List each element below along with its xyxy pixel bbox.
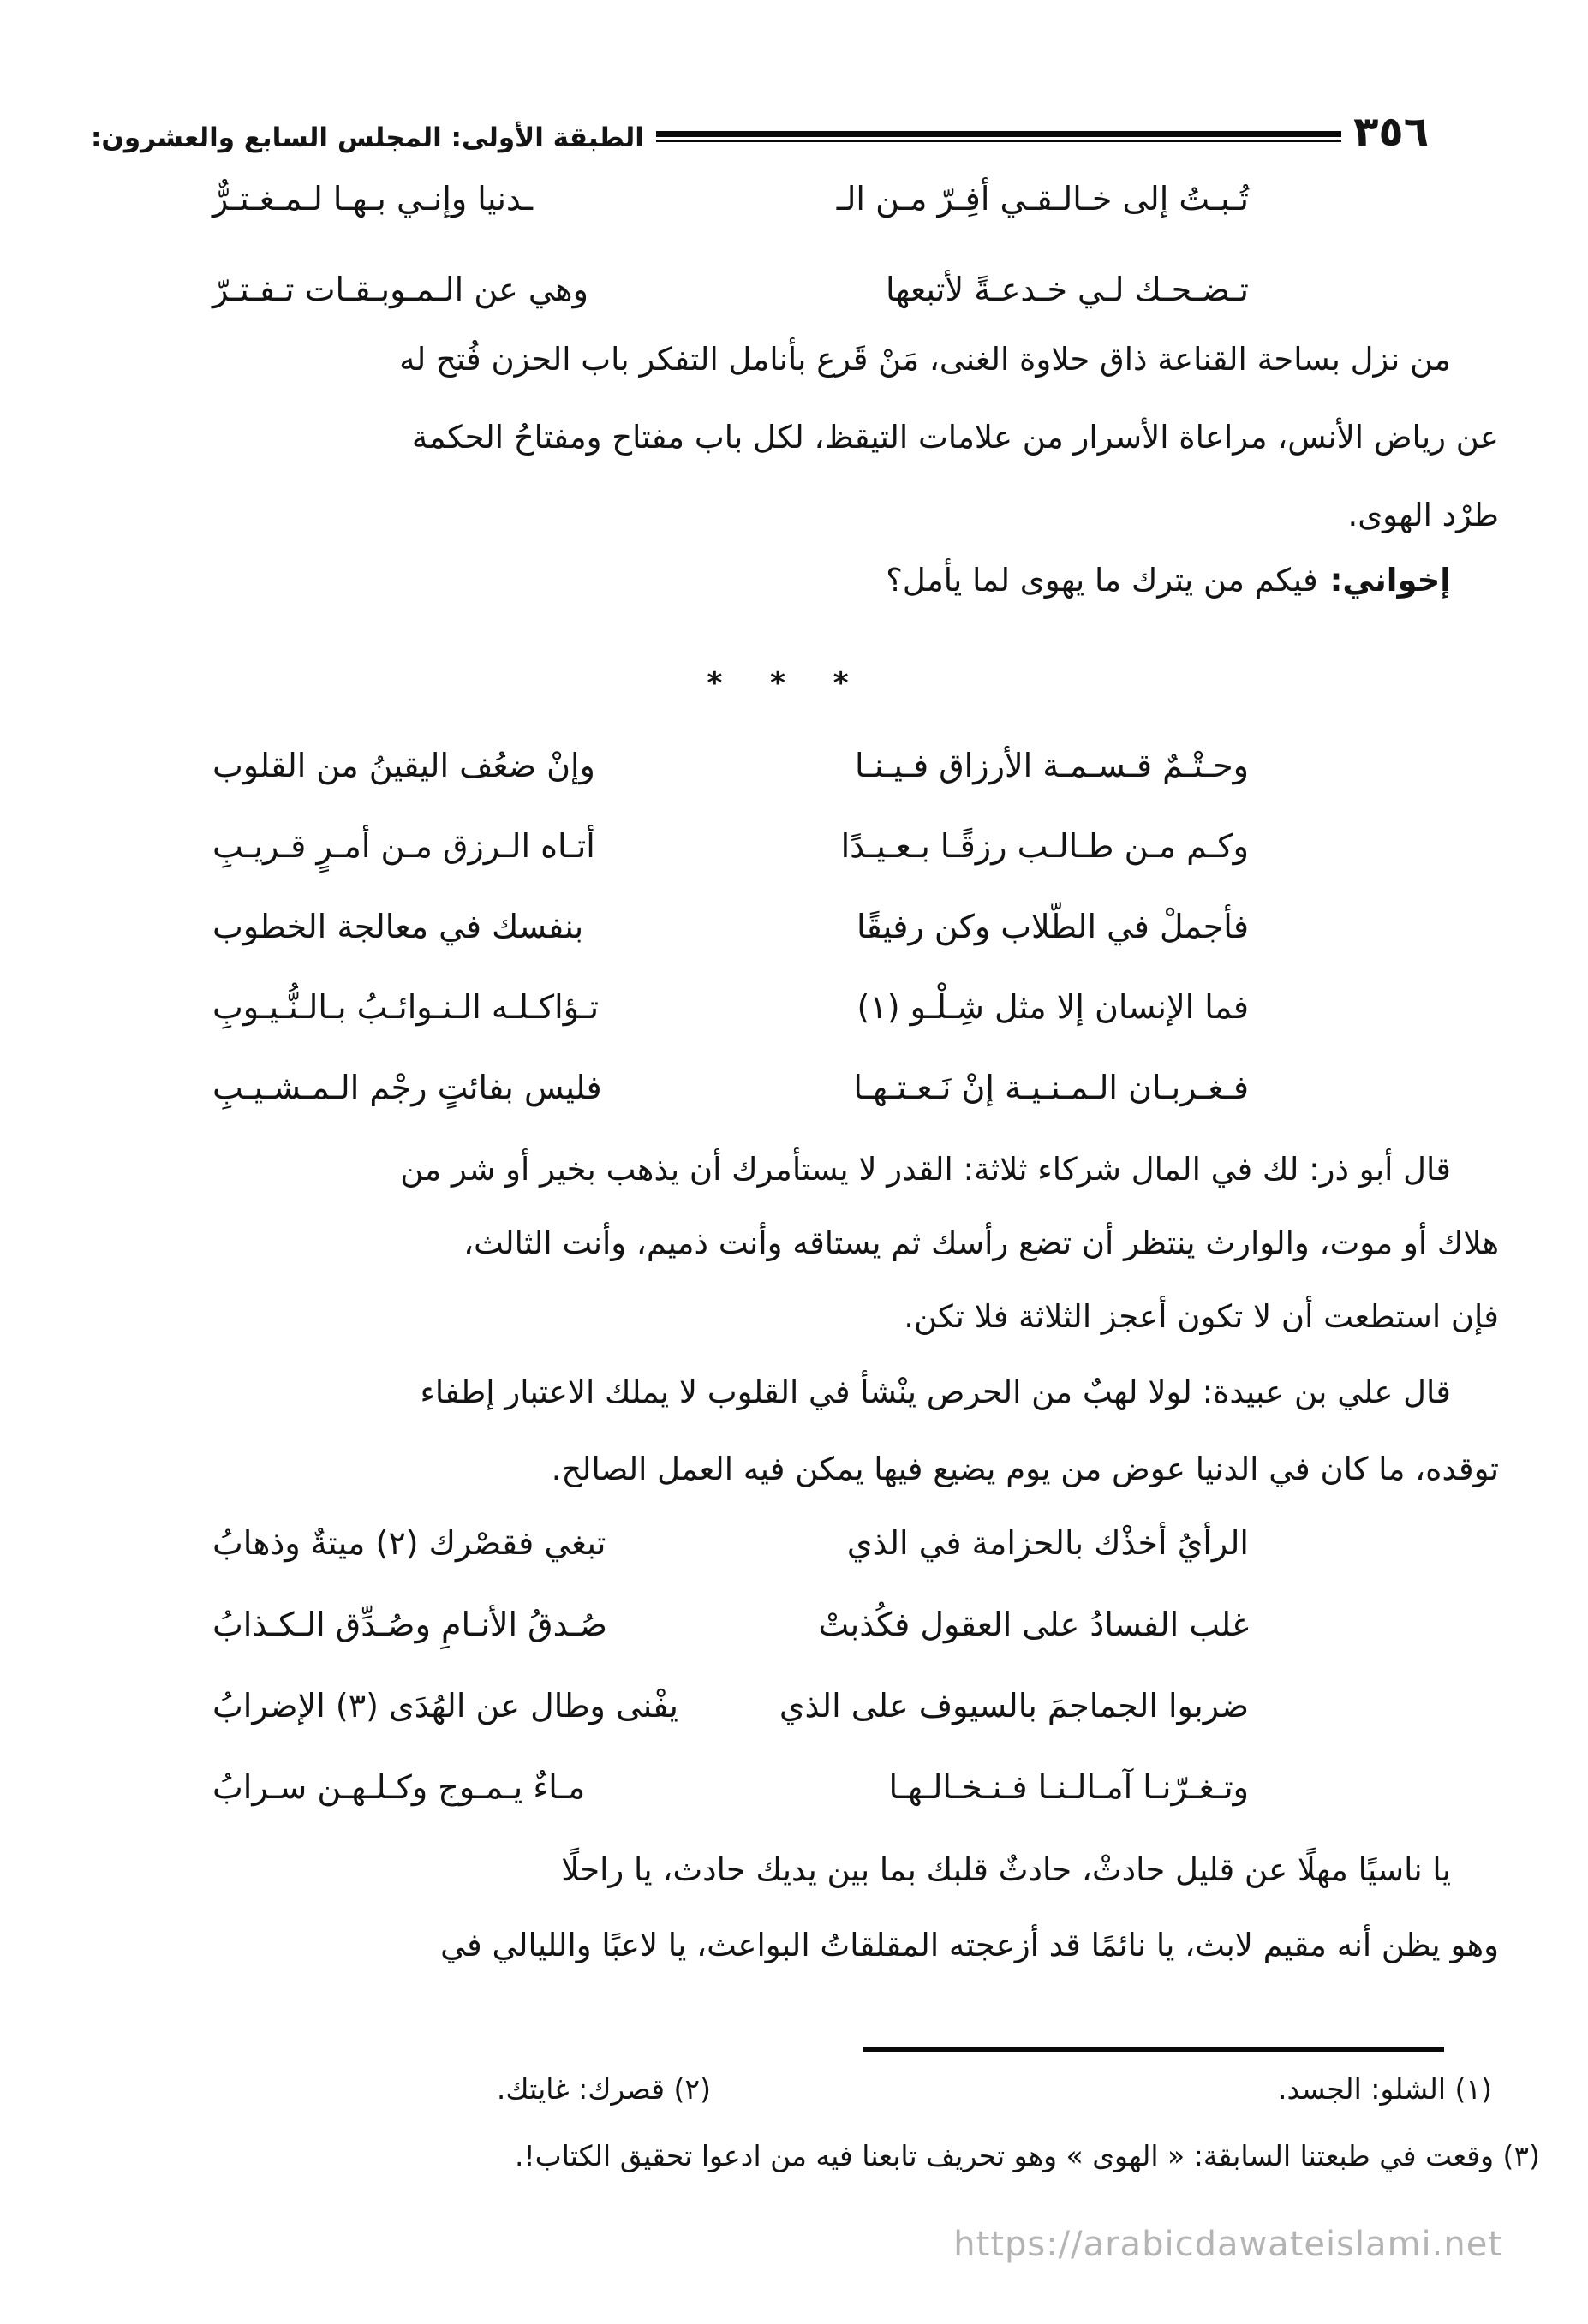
hemistich-left: تـؤاكـلـه الـنـوائـبُ بـالـنُّـيـوبِ xyxy=(212,988,600,1026)
poem-couplet xyxy=(212,747,1249,827)
poem-couplet xyxy=(212,1069,1249,1149)
prose-line: من نزل بساحة القناعة ذاق حلاوة الغنى، مَنْ قَرع بأنامل التفكر باب الحزن فُتح له xyxy=(399,341,1451,378)
hemistich-right: فما الإنسان إلا مثل شِـلْـو (١) xyxy=(857,988,1249,1026)
hemistich-right: فـغـربـان الـمـنـيـة إنْ نَـعـتـهـا xyxy=(853,1069,1249,1106)
footnote-1: (١) الشلو: الجسد. xyxy=(1278,2072,1492,2106)
hemistich-right: وتـغـرّنـا آمـالـنـا فـنـخـالـهـا xyxy=(888,1768,1249,1806)
hemistich-left: فليس بفائتٍ رجْم الـمـشـيـبِ xyxy=(212,1069,602,1106)
paragraph-qanaah xyxy=(82,341,1499,575)
prose-line: قال علي بن عبيدة: لولا لهبٌ من الحرص ينْشأ في القلوب لا يملك الاعتبار إطفاء xyxy=(420,1374,1451,1410)
hemistich-right: تُـبـتُ إلى خـالـقـي أفِـرّ مـن الـ xyxy=(836,180,1249,218)
ikhwani-lead-word: إخواني: xyxy=(1329,562,1451,599)
prose-line: فإن استطعت أن لا تكون أعجز الثلاثة فلا تكن. xyxy=(904,1298,1499,1335)
hemistich-left: وهي عن الـمـوبـقـات تـفـتـرّ xyxy=(212,271,588,308)
prose-line: عن رياض الأنس، مراعاة الأسرار من علامات التيقظ، لكل باب مفتاح ومفتاحُ الحكمة xyxy=(411,419,1499,456)
paragraph-ya-nasiyan xyxy=(82,1851,1499,2002)
hemistich-left: أتـاه الـرزق مـن أمـرٍ قـريـبِ xyxy=(212,827,595,865)
prose-line: توقده، ما كان في الدنيا عوض من يوم يضيع فيها يمكن فيه العمل الصالح. xyxy=(551,1451,1499,1487)
poem-couplet xyxy=(212,180,1249,271)
poem-couplet xyxy=(212,1606,1249,1687)
hemistich-left: صُـدقُ الأنـامِ وصُـدِّق الـكـذابُ xyxy=(212,1606,607,1643)
prose-line: هلاك أو موت، والوارث ينتظر أن تضع رأسك ثم يستاقه وأنت ذميم، وأنت الثالث، xyxy=(463,1225,1499,1261)
running-head-title: الطبقة الأولى: المجلس السابع والعشرون: xyxy=(91,122,644,153)
poem-couplet xyxy=(212,1768,1249,1850)
poem-couplet xyxy=(212,1524,1249,1606)
prose-line: طرْد الهوى. xyxy=(1347,497,1499,533)
footnote-row xyxy=(82,2072,1492,2125)
paragraph-ikhwani xyxy=(82,562,1499,599)
hemistich-right: الرأيُ أخذْك بالحزامة في الذي xyxy=(846,1524,1249,1562)
hemistich-left: تبغي فقصْرك (٢) ميتةٌ وذهابُ xyxy=(212,1524,606,1562)
hemistich-left: يفْنى وطال عن الهُدَى (٣) الإضرابُ xyxy=(212,1687,678,1725)
hemistich-left: بنفسك في معالجة الخطوب xyxy=(212,908,584,945)
prose-line: قال أبو ذر: لك في المال شركاء ثلاثة: القدر لا يستأمرك أن يذهب بخير أو شر من xyxy=(400,1151,1451,1188)
footnote-separator-rule xyxy=(863,2047,1444,2052)
poem-couplet xyxy=(212,827,1249,908)
paragraph-ali-ibn-ubaydah xyxy=(82,1374,1499,1528)
ikhwani-text: فيكم من يترك ما يهوى لما يأمل؟ xyxy=(886,562,1318,599)
hemistich-right: غلب الفسادُ على العقول فكُذبتْ xyxy=(818,1606,1249,1643)
poem-couplet xyxy=(212,908,1249,988)
header-divider-rule xyxy=(656,131,1341,142)
hemistich-right: وحـتْـمٌ قـسـمـة الأرزاق فـيـنـا xyxy=(855,747,1249,784)
footnote-3: (٣) وقعت في طبعتنا السابقة: « الهوى » وهو تحريف تابعنا فيه من ادعوا تحقيق الكتاب!. xyxy=(514,2139,1540,2172)
hemistich-right: وكـم مـن طـالـب رزقًـا بـعـيـدًا xyxy=(840,827,1249,865)
hemistich-right: تـضـحـك لـي خـدعـةً لأتبعها xyxy=(886,271,1249,308)
hemistich-left: وإنْ ضعُف اليقينُ من القلوب xyxy=(212,747,595,784)
prose-line: وهو يظن أنه مقيم لابث، يا نائمًا قد أزعجته المقلقاتُ البواعث، يا لاعبًا والليالي في xyxy=(440,1927,1499,1963)
asterisk-separator: * * * xyxy=(707,666,851,700)
poem-block-1 xyxy=(212,180,1249,361)
prose-line: يا ناسيًا مهلًا عن قليل حادثْ، حادثٌ قلبك بما بين يديك حادث، يا راحلًا xyxy=(561,1851,1451,1888)
footnote-2: (٢) قصرك: غايتك. xyxy=(496,2072,711,2106)
website-watermark: https://arabicdawateislami.net xyxy=(953,2225,1502,2264)
poem-block-2 xyxy=(212,747,1249,1149)
poem-couplet xyxy=(212,1687,1249,1768)
poem-block-3 xyxy=(212,1524,1249,1850)
hemistich-left: مـاءٌ يـمـوج وكـلـهـن سـرابُ xyxy=(212,1768,586,1806)
paragraph-abu-dharr xyxy=(82,1151,1499,1372)
poem-couplet xyxy=(212,988,1249,1069)
hemistich-right: فأجملْ في الطّلاب وكن رفيقًا xyxy=(856,908,1249,945)
hemistich-left: ـدنيا وإنـي بـهـا لـمـغـتـرٌّ xyxy=(212,180,534,218)
page-number: ٣٥٦ xyxy=(1353,108,1429,156)
page-header xyxy=(91,108,1429,156)
hemistich-right: ضربوا الجماجمَ بالسيوف على الذي xyxy=(779,1687,1249,1725)
